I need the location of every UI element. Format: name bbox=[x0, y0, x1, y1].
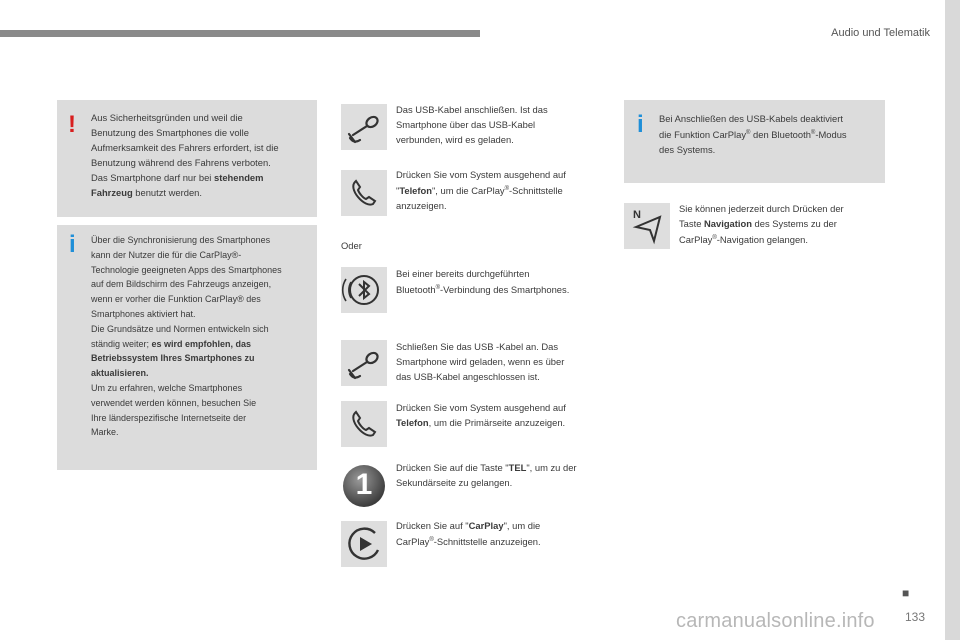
carplay-play-icon bbox=[341, 521, 387, 567]
info-text: Über die Synchronisierung des Smartphones kann der Nutzer die für die CarPlay®- Technologie geeigneten Apps des Smartphones auf dem Bildschirm des Fahrzeugs anzeigen, wenn er vorher die Funktion CarPlay® des Smartphones aktiviert hat. Die Grundsätze und Normen entwickeln sich ständig weiter; es wird empfohlen, das Betriebssystem Ihres Smartphones zu aktualisieren. Um zu erfahren, welche Smartphones verwendet werden können, besuchen Sie Ihre länderspezifische Internetseite der Marke. bbox=[91, 235, 282, 438]
navigation-letter: N bbox=[633, 209, 641, 221]
step-usb-charge: Schließen Sie das USB -Kabel an. Das Smartphone wird geladen, wenn es über das USB-Kabel angeschlossen ist. bbox=[396, 341, 565, 382]
info-text: Bei Anschließen des USB-Kabels deaktiviert die Funktion CarPlay® den Bluetooth®-Modus des Systems. bbox=[659, 113, 847, 156]
page-edge-strip bbox=[945, 0, 960, 640]
info-box-usb-carplay bbox=[624, 100, 885, 183]
phone-icon bbox=[341, 401, 387, 447]
step-connect-usb: Das USB-Kabel anschließen. Ist das Smartphone über das USB-Kabel verbunden, wird es geladen. bbox=[396, 104, 548, 145]
page-header: Audio und Telematik bbox=[831, 27, 930, 39]
phone-icon bbox=[341, 170, 387, 216]
step-bluetooth: Bei einer bereits durchgeführten Bluetooth®-Verbindung des Smartphones. bbox=[396, 268, 570, 296]
info-box-synchronisation bbox=[57, 225, 317, 470]
oder-label: Oder bbox=[341, 240, 362, 251]
usb-cable-icon bbox=[341, 340, 387, 386]
footer-bullet: ■ bbox=[902, 586, 910, 600]
warning-text: Aus Sicherheitsgründen und weil die Benutzung des Smartphones die volle Aufmerksamkeit des Fahrers erfordert, ist die Benutzung während des Fahrens verboten. Das Smartphone darf nur bei stehendem Fahrzeug benutzt werden. bbox=[91, 112, 279, 198]
warning-icon: ! bbox=[68, 111, 76, 138]
step-telefon-carplay: Drücken Sie vom System ausgehend auf "Telefon", um die CarPlay®-Schnittstelle anzuzeigen. bbox=[396, 169, 566, 212]
info-icon: i bbox=[637, 111, 644, 138]
page-number: 133 bbox=[905, 610, 926, 624]
info-icon: i bbox=[69, 231, 76, 258]
bluetooth-icon bbox=[341, 267, 387, 313]
step-carplay-button: Drücken Sie auf "CarPlay", um die CarPlay®-Schnittstelle anzuzeigen. bbox=[396, 520, 541, 548]
step-telefon-primary: Drücken Sie vom System ausgehend auf Telefon, um die Primärseite anzuzeigen. bbox=[396, 402, 566, 428]
step-number-badge bbox=[341, 463, 387, 509]
badge-number: 1 bbox=[355, 468, 373, 501]
navigation-text: Sie können jederzeit durch Drücken der Taste Navigation des Systems zu der CarPlay®-Navigation gelangen. bbox=[679, 203, 844, 246]
step-tel-button: Drücken Sie auf die Taste "TEL", um zu der Sekundärseite zu gelangen. bbox=[396, 462, 577, 488]
usb-cable-icon bbox=[341, 104, 387, 150]
navigation-icon bbox=[624, 203, 670, 249]
warning-box bbox=[57, 100, 317, 217]
top-rule bbox=[0, 30, 480, 37]
watermark-text: carmanualsonline.info bbox=[676, 610, 875, 632]
